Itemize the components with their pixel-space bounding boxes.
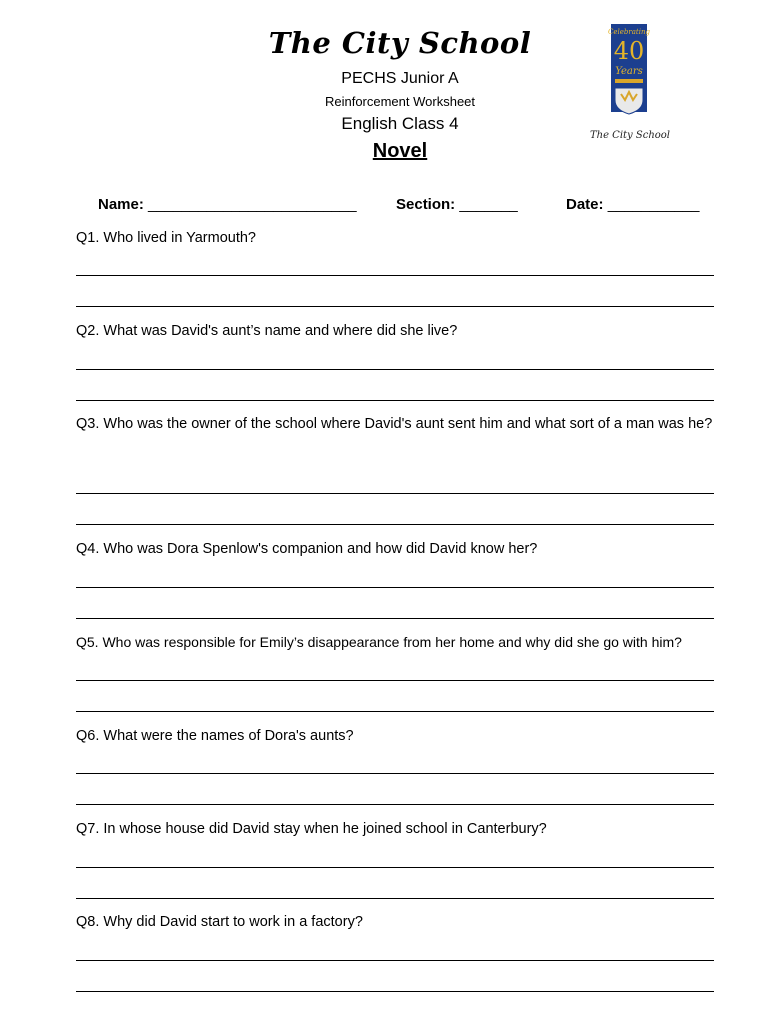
date-field[interactable]	[566, 196, 699, 213]
answer-line-2b[interactable]	[76, 400, 714, 401]
question-8: Q8. Why did David start to work in a factory?	[76, 914, 363, 930]
answer-line-4a[interactable]	[76, 587, 714, 588]
school-logo	[585, 24, 675, 144]
question-6: Q6. What were the names of Dora's aunts?	[76, 728, 354, 744]
answer-line-6a[interactable]	[76, 773, 714, 774]
answer-line-7b[interactable]	[76, 898, 714, 899]
answer-line-1b[interactable]	[76, 306, 714, 307]
logo-number: 40	[613, 37, 645, 65]
name-blank[interactable]: _________________________	[148, 196, 357, 213]
answer-line-7a[interactable]	[76, 867, 714, 868]
question-7: Q7. In whose house did David stay when he joined school in Canterbury?	[76, 821, 547, 837]
section-field[interactable]	[396, 196, 518, 213]
class-label: English Class 4	[341, 114, 459, 133]
logo-top-text: Celebrating	[608, 28, 650, 36]
question-2: Q2. What was David's aunt’s name and where did she live?	[76, 323, 458, 339]
answer-line-3a[interactable]	[76, 493, 714, 494]
question-4: Q4. Who was Dora Spenlow's companion and how did David know her?	[76, 541, 538, 557]
date-label: Date:	[566, 196, 604, 213]
answer-line-5b[interactable]	[76, 711, 714, 712]
answer-line-1a[interactable]	[76, 275, 714, 276]
date-blank[interactable]: ___________	[607, 196, 700, 213]
logo-years-text: Years	[615, 66, 643, 77]
question-5: Q5. Who was responsible for Emily’s disappearance from her home and why did she go with him?	[76, 634, 682, 650]
school-name: The City School	[268, 26, 532, 60]
topic-title: Novel	[372, 140, 428, 162]
section-label: Section:	[396, 196, 456, 213]
answer-line-5a[interactable]	[76, 680, 714, 681]
question-1: Q1. Who lived in Yarmouth?	[76, 230, 256, 246]
logo-caption: The City School	[589, 130, 671, 141]
section-blank[interactable]: _______	[459, 196, 518, 213]
answer-line-6b[interactable]	[76, 804, 714, 805]
name-label: Name:	[98, 196, 144, 213]
answer-line-2a[interactable]	[76, 369, 714, 370]
name-field[interactable]	[98, 196, 357, 213]
worksheet-title: Reinforcement Worksheet	[324, 94, 476, 109]
answer-line-8a[interactable]	[76, 960, 714, 961]
question-3: Q3. Who was the owner of the school where David's aunt sent him and what sort of a man was he?	[76, 416, 713, 432]
answer-line-3b[interactable]	[76, 524, 714, 525]
answer-line-8b[interactable]	[76, 991, 714, 992]
campus-name: PECHS Junior A	[341, 70, 459, 87]
answer-line-4b[interactable]	[76, 618, 714, 619]
